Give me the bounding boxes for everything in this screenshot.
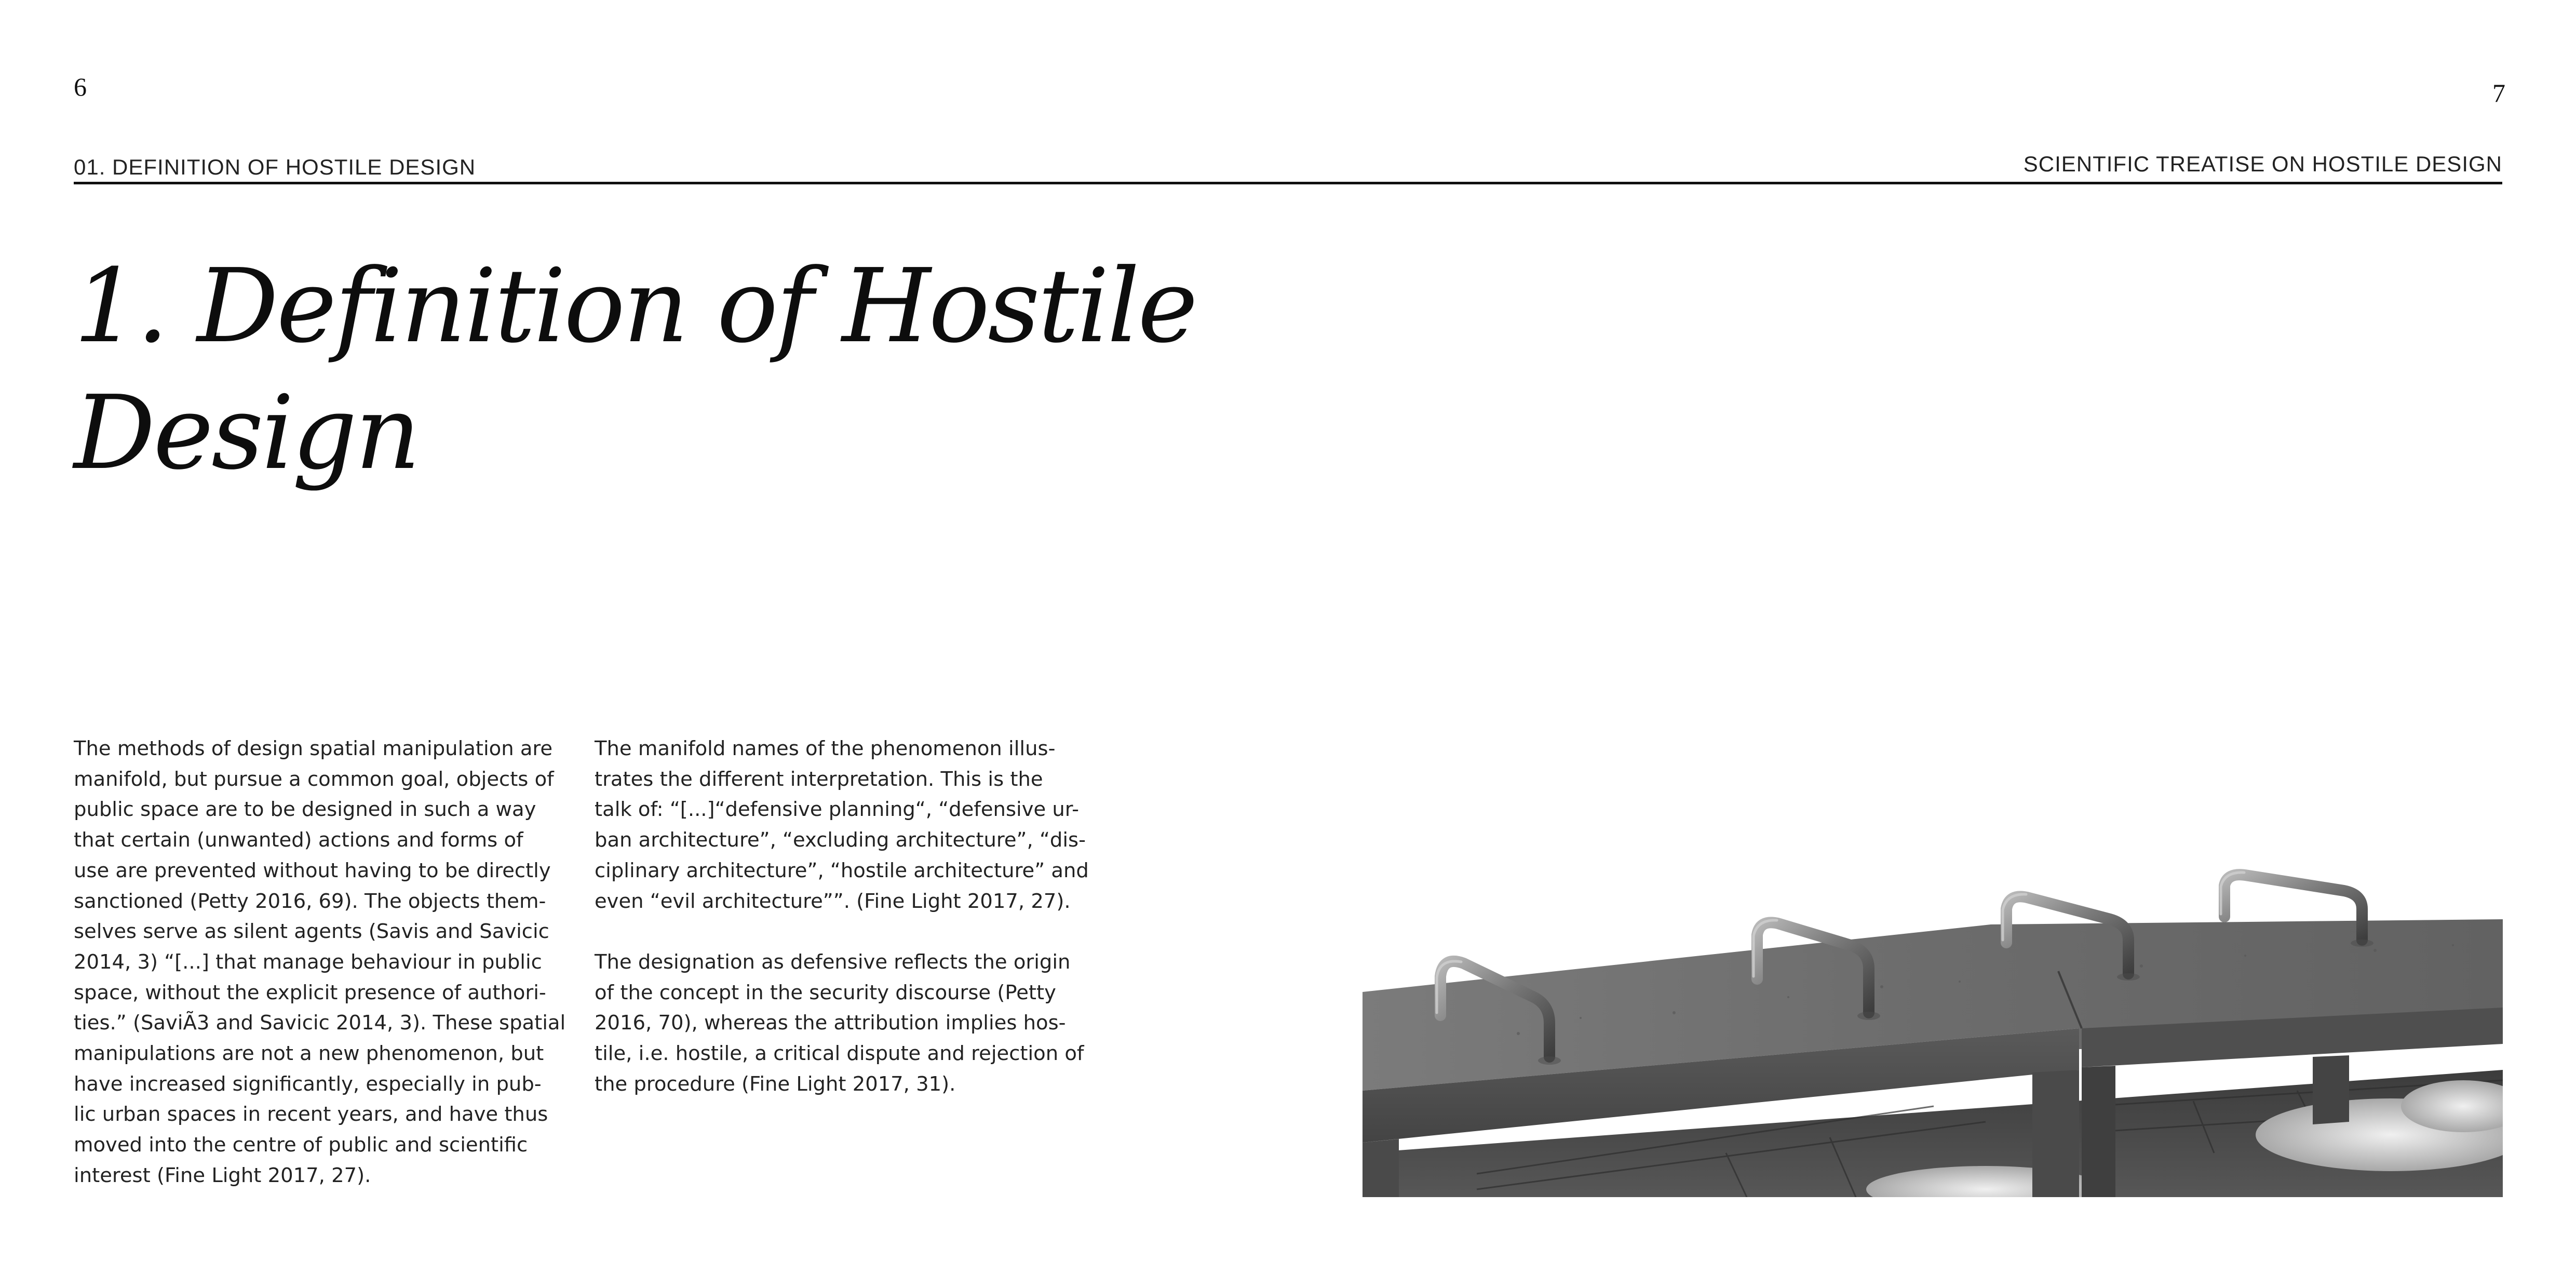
bench-with-armrests-photo [1363, 862, 2503, 1197]
chapter-title-line-1: 1. Definition of Hostile [74, 247, 1196, 366]
column-2-paragraph-1: The manifold names of the phenomenon illus- trates the different interpretation. This is the talk of: “[...]“defensive planning“, “defensive ur- ban architecture”, “excluding architecture”, “dis- ciplinary architecture”, “hostile architecture” and even “evil architecture””. (Fine Light 2017, 27). [595, 737, 1089, 913]
chapter-title [74, 243, 1216, 497]
body-column-2 [595, 734, 1093, 1099]
right-running-head: SCIENTIFIC TREATISE ON HOSTILE DESIGN [2023, 152, 2502, 176]
left-page-number: 6 [74, 72, 87, 101]
left-running-head: 01. DEFINITION OF HOSTILE DESIGN [74, 155, 476, 179]
column-2-paragraph-2: The designation as defensive reflects the origin of the concept in the security discourse (Petty 2016, 70), whereas the attribution implies hos- tile, i.e. hostile, a critical dispute and rejection of the procedure (Fine Light 2017, 31). [595, 950, 1084, 1096]
header-rule [74, 182, 2502, 184]
right-page-number: 7 [2492, 78, 2505, 108]
chapter-title-line-2: Design [74, 374, 419, 492]
body-column-1 [74, 734, 572, 1191]
column-1-paragraph: The methods of design spatial manipulation are manifold, but pursue a common goal, objects of public space are to be designed in such a way that certain (unwanted) actions and forms of use are prevented without having to be directly sanctioned (Petty 2016, 69). The objects them- selves serve as silent agents (Savis and Savicic 2014, 3) “[...] that manage behaviour in public space, without the explicit presence of authori- ties.” (SaviÃ3 and Savicic 2014, 3). These spatial manipulations are not a new phenomenon, but have increased significantly, especially in pub- lic urban spaces in recent years, and have thus moved into the centre of public and scientific interest (Fine Light 2017, 27). [74, 737, 566, 1187]
bench-photo-graphic [1363, 862, 2503, 1197]
